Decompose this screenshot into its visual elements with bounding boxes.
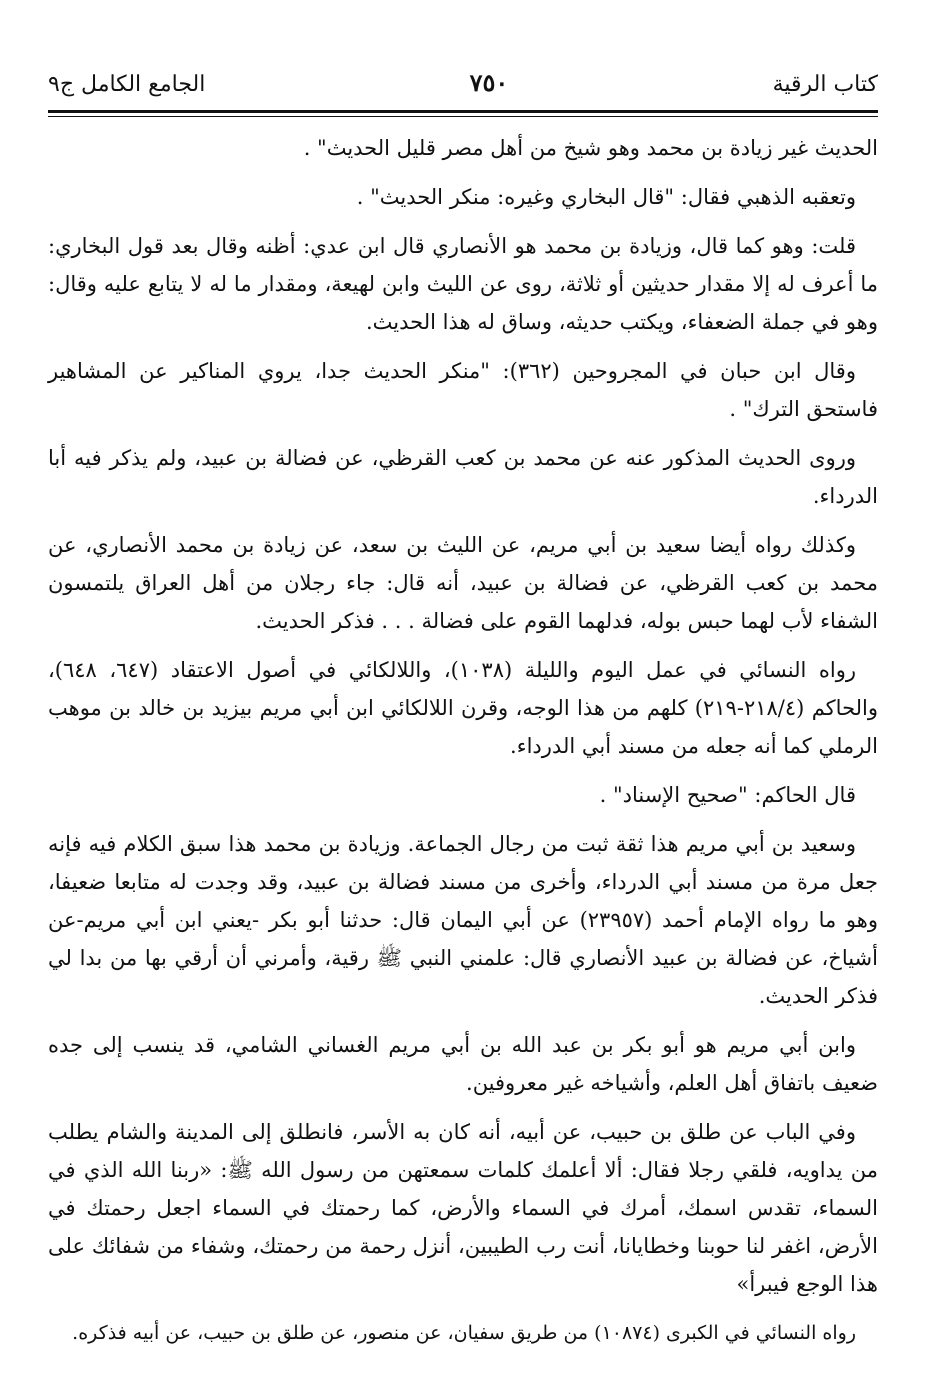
paragraph: الحديث غير زيادة بن محمد وهو شيخ من أهل مصر قليل الحديث" . — [303, 136, 878, 160]
paragraph: وابن أبي مريم هو أبو بكر بن عبد الله بن أبي مريم الغساني الشامي، قد ينسب إلى جده ضعيف باتفاق أهل العلم، وأشياخه غير معروفين. — [48, 1033, 878, 1095]
paragraph: وتعقبه الذهبي فقال: "قال البخاري وغيره: منكر الحديث" . — [356, 185, 856, 209]
paragraph: رواه النسائي في الكبرى (١٠٨٧٤) من طريق سفيان، عن منصور، عن طلق بن حبيب، عن أبيه فذكره. — [72, 1322, 856, 1344]
paragraph: قال الحاكم: "صحيح الإسناد" . — [599, 783, 856, 807]
paragraph: رواه النسائي في عمل اليوم والليلة (١٠٣٨)، واللالكائي في أصول الاعتقاد (٦٤٧، ٦٤٨)، والحاكم (٢١٨/٤-٢١٩) كلهم من هذا الوجه، وقرن اللالكائي ابن أبي مريم بيزيد بن خالد بن موهب الرملي كما أنه جعله من مسند أبي الدرداء. — [48, 658, 878, 758]
document-page — [48, 60, 878, 1363]
header-rule-thin — [48, 116, 878, 117]
paragraph: وروى الحديث المذكور عنه عن محمد بن كعب القرظي، عن فضالة بن عبيد، ولم يذكر فيه أبا الدرداء. — [48, 446, 878, 508]
paragraph: وفي الباب عن طلق بن حبيب، عن أبيه، أنه كان به الأسر، فانطلق إلى المدينة والشام يطلب من يداويه، فلقي رجلا فقال: ألا أعلمك كلمات سمعتهن من رسول الله ﷺ: «ربنا الله الذي في السماء، تقدس اسمك، أمرك في السماء والأرض، كما رحمتك في السماء اجعل رحمتك في الأرض، اغفر لنا حوبنا وخطايانا، أنت رب الطيبين، أنزل رحمة من رحمتك، وشفاء من شفائك على هذا الوجع فيبرأ» — [48, 1120, 878, 1296]
paragraph: قلت: وهو كما قال، وزيادة بن محمد هو الأنصاري قال ابن عدي: أظنه وقال بعد قول البخاري: ما أعرف له إلا مقدار حديثين أو ثلاثة، روى عن الليث وابن لهيعة، ومقدار ما له لا يتابع عليه وقال: وهو في جملة الضعفاء، ويكتب حديثه، وساق له هذا الحديث. — [48, 234, 878, 334]
header-rule-thick — [48, 110, 878, 113]
book-title: كتاب الرقية — [772, 72, 878, 97]
running-header — [48, 60, 878, 106]
paragraph: وقال ابن حبان في المجروحين (٣٦٢): "منكر الحديث جدا، يروي المناكير عن المشاهير فاستحق الترك" . — [48, 359, 878, 421]
document-body — [48, 129, 878, 1352]
volume-label: الجامع الكامل ج٩ — [48, 72, 206, 97]
paragraph: وسعيد بن أبي مريم هذا ثقة ثبت من رجال الجماعة. وزيادة بن محمد هذا سبق الكلام فيه فإنه جعل مرة من مسند أبي الدرداء، وأخرى من مسند فضالة بن عبيد، وقد وجدت له متابعا ضعيفا، وهو ما رواه الإمام أحمد (٢٣٩٥٧) عن أبي اليمان قال: حدثنا أبو بكر -يعني ابن أبي مريم-عن أشياخ، عن فضالة بن عبيد الأنصاري قال: علمني النبي ﷺ رقية، وأمرني أن أرقي بها من بدا لي فذكر الحديث. — [48, 832, 878, 1008]
paragraph: وكذلك رواه أيضا سعيد بن أبي مريم، عن الليث بن سعد، عن زيادة بن محمد الأنصاري، عن محمد بن كعب القرظي، عن فضالة بن عبيد، أنه قال: جاء رجلان من أهل العراق يلتمسون الشفاء لأب لهما حبس بوله، فدلهما القوم على فضالة . . . فذكر الحديث. — [48, 533, 878, 633]
page-number: ٧٥٠ — [469, 68, 509, 97]
